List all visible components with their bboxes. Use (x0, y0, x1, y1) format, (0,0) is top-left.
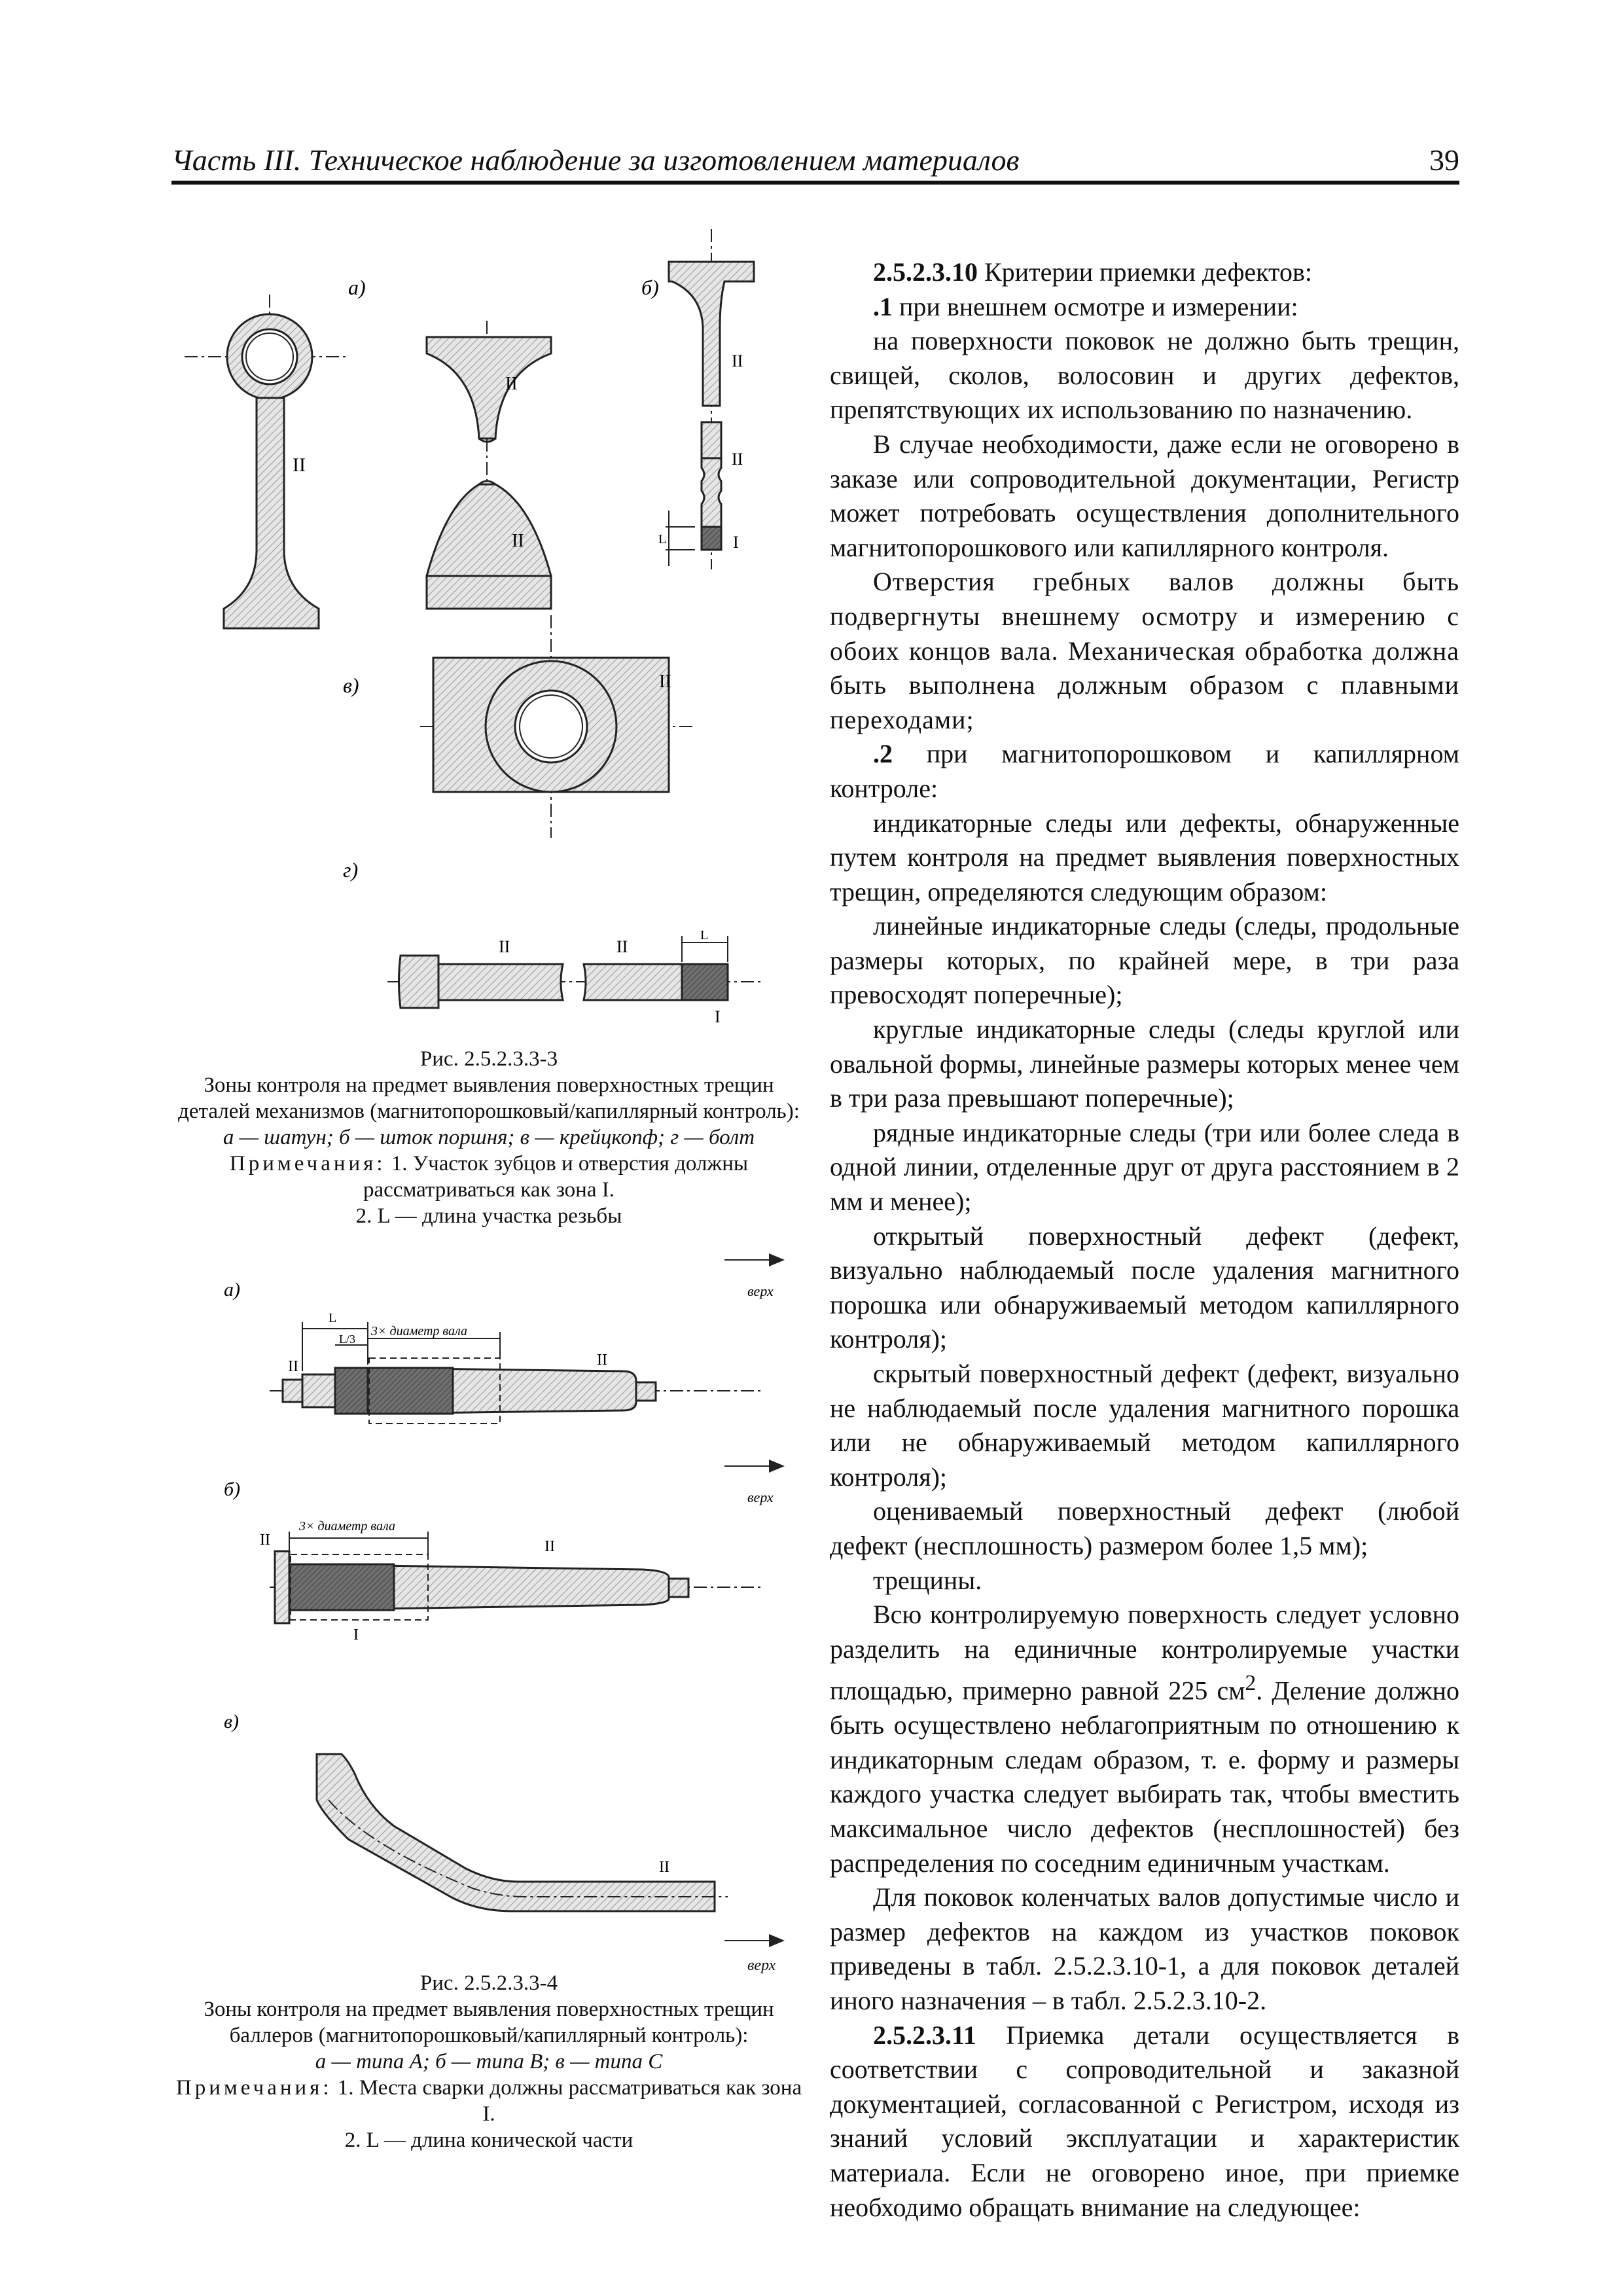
paragraph-p13: оцениваемый поверхностный дефект (любой дефект (несплошность) размером более 1,5 мм); (830, 1496, 1459, 1560)
fig2-note1: 1. Места сварки должны рассматриваться как зона I. (337, 2076, 802, 2126)
piston-rod-pieces-drawing (427, 321, 551, 609)
fig1-zone-b1: II (505, 374, 518, 394)
fig1-zone-a: II (293, 454, 306, 476)
paragraph-p5: Отверстия гребных валов должны быть подвергнуты внешнему осмотру и измерению с обоих концов вала. Механическая обработка должна быть выполнена должным образом с плавными переходами; (830, 567, 1459, 734)
item-number-2: .2 (873, 739, 893, 769)
fig2-zone-a1: II (288, 1358, 298, 1375)
fig1-zone-g1: II (499, 937, 510, 956)
paragraph-p10: рядные индикаторные следы (три или более следа в одной линии, отделенные друг от друга расстоянием в 2 мм и менее); (830, 1117, 1459, 1217)
paragraph-p12: скрытый поверхностный дефект (дефект, визуально не наблюдаемый после удаления магнитного порошка или не обнаруживаемый методом капиллярного контроля); (830, 1359, 1459, 1492)
fig1-label-a: а) (348, 276, 366, 299)
fig2-caption-line2: баллеров (магнитопорошковый/капиллярный контроль): (229, 2024, 749, 2047)
fig1-rod-L: L (658, 532, 667, 547)
rudder-stock-type-c (317, 1754, 728, 1911)
paragraph-item-2: .2 при магнитопорошковом и капиллярном контроле: (830, 739, 1459, 803)
crosshead-drawing (420, 615, 695, 838)
fig1-zone-rod-3: I (733, 533, 739, 552)
fig2-zone-b1: II (260, 1532, 270, 1549)
fig2-caption-line3: а — типа А; б — типа В; в — типа С (315, 2050, 663, 2073)
paragraph-2-5-2-3-11: 2.5.2.3.11 Приемка детали осуществляется в соответствии с сопроводительной и заказной документацией, согласованной с Регистром, исходя из знаний условий эксплуатации и характеристик материала. Если не оговорено иное, при приемке необходимо обращать внимание на следующее: (830, 2020, 1459, 2222)
fig1-note1b: рассматриваться как зона I. (363, 1178, 615, 1202)
fig1-label-g: г) (343, 858, 359, 882)
fig2-label-a: а) (224, 1279, 240, 1300)
section-number-11: 2.5.2.3.11 (873, 2020, 976, 2050)
fig1-label-b: б) (641, 276, 659, 299)
connecting-rod-drawing (185, 295, 348, 628)
fig2-zone-b3: I (353, 1626, 359, 1643)
fig2-diameter-b: 3× диаметр вала (299, 1519, 395, 1534)
figure-2-drawing (171, 1237, 813, 1964)
fig1-zone-rod-2: II (732, 450, 743, 469)
fig2-note-head: Примечания: (175, 2076, 332, 2100)
fig2-note2: 2. L — длина конической части (344, 2128, 633, 2152)
fig2-label-v: в) (224, 1711, 240, 1732)
fig1-caption-line2: деталей механизмов (магнитопорошковый/капиллярный контроль): (178, 1100, 800, 1123)
paragraph-p7: индикаторные следы или дефекты, обнаруженные путем контроля на предмет выявления поверхностных трещин, определяются следующим образом: (830, 808, 1459, 906)
figure-2-caption (171, 1970, 806, 2153)
fig2-caption-line1: Зоны контроля на предмет выявления поверхностных трещин (204, 1998, 774, 2021)
fig2-L-a: L (329, 1311, 337, 1325)
piston-rod-drawing (666, 229, 754, 569)
paragraph-2-5-2-3-10: 2.5.2.3.10 Критерии приемки дефектов: (873, 257, 1312, 287)
paragraph-p14: трещины. (873, 1565, 982, 1595)
fig2-l3-a: L/3 (339, 1333, 355, 1346)
fig1-zone-rod-1: II (732, 351, 743, 370)
fig2-zone-b2: II (544, 1538, 555, 1555)
fig1-caption-line1: Зоны контроля на предмет выявления поверхностных трещин (204, 1073, 774, 1097)
paragraph-p8: линейные индикаторные следы (следы, продольные размеры которых, по крайней мере, в три раза превосходят поперечные); (830, 911, 1459, 1010)
figure-1-drawing (171, 223, 813, 1028)
fig1-zone-b2: II (512, 531, 524, 551)
paragraph-p9: круглые индикаторные следы (следы круглой или овальной формы, линейные размеры которых менее чем в три раза превышают поперечные); (830, 1014, 1459, 1113)
fig1-note1: 1. Участок зубцов и отверстия должны (391, 1152, 749, 1175)
page-number: 39 (1429, 143, 1459, 177)
bolt-drawing (387, 936, 760, 1008)
fig1-caption-title: Рис. 2.5.2.3.3-3 (419, 1047, 558, 1071)
fig2-zone-a2: II (597, 1352, 607, 1369)
fig1-label-v: в) (343, 673, 359, 697)
paragraph-p16: Для поковок коленчатых валов допустимые число и размер дефектов на каждом из участков поковок приведены в табл. 2.5.2.3.10-1, а для поковок деталей иного назначения – в табл. 2.5.2.3.10-2. (830, 1882, 1459, 2016)
section-number-10: 2.5.2.3.10 (873, 257, 978, 287)
fig1-note-head: Примечания: (229, 1152, 386, 1175)
header-rule (171, 181, 1459, 185)
fig2-diameter-a: 3× диаметр вала (371, 1324, 467, 1338)
fig1-zone-g2: II (616, 937, 628, 956)
fig1-caption-line3: а — шатун; б — шток поршня; в — крейцкопф; г — болт (223, 1126, 755, 1149)
paragraph-p4: В случае необходимости, даже если не оговорено в заказе или сопроводительной документации, Регистр может потребовать осуществления дополнительного магнитопорошкового или капиллярного контроля. (830, 429, 1459, 562)
fig2-caption-title: Рис. 2.5.2.3.3-4 (419, 1971, 558, 1995)
fig2-up-b: верх (747, 1489, 774, 1505)
fig2-zone-c: II (659, 1859, 669, 1876)
fig1-note2: 2. L — длина участка резьбы (355, 1204, 622, 1228)
running-title: Часть III. Техническое наблюдение за изготовлением материалов (171, 143, 1020, 177)
fig2-label-b: б) (224, 1479, 241, 1500)
fig2-up-a: верх (747, 1283, 774, 1299)
paragraph-p3: на поверхности поковок не должно быть трещин, свищей, сколов, волосовин и других дефектов, препятствующих их использованию по назначению. (830, 326, 1459, 425)
fig2-up-c: верх (747, 1957, 776, 1974)
fig1-zone-g3: I (715, 1007, 721, 1026)
paragraph-p11: открытый поверхностный дефект (дефект, визуально наблюдаемый после удаления магнитного порошка или обнаруживаемый методом капиллярного контроля); (830, 1221, 1459, 1354)
rudder-stock-type-b (270, 1532, 760, 1623)
paragraph-p15: Всю контролируемую поверхность следует условно разделить на единичные контролируемые участки площадью, примерно равной 225 $см^2$. Деление должно быть осуществлено неблагоприятным по отношению к индикаторным следам образом, т. е. форму и размеры каждого участка следует выбирать так, чтобы вместить максимальное число дефектов (несплошностей) без распределения по соседним единичным участкам. (830, 1600, 1460, 1878)
paragraph-item-1: .1 при внешнем осмотре и измерении: (873, 291, 1298, 321)
fig1-bolt-L: L (700, 928, 709, 942)
superscript-2: 2 (1245, 1671, 1257, 1696)
body-text (830, 255, 1459, 2225)
item-number-1: .1 (873, 291, 893, 321)
figure-1-caption (171, 1046, 806, 1229)
fig1-zone-v: II (659, 672, 671, 692)
